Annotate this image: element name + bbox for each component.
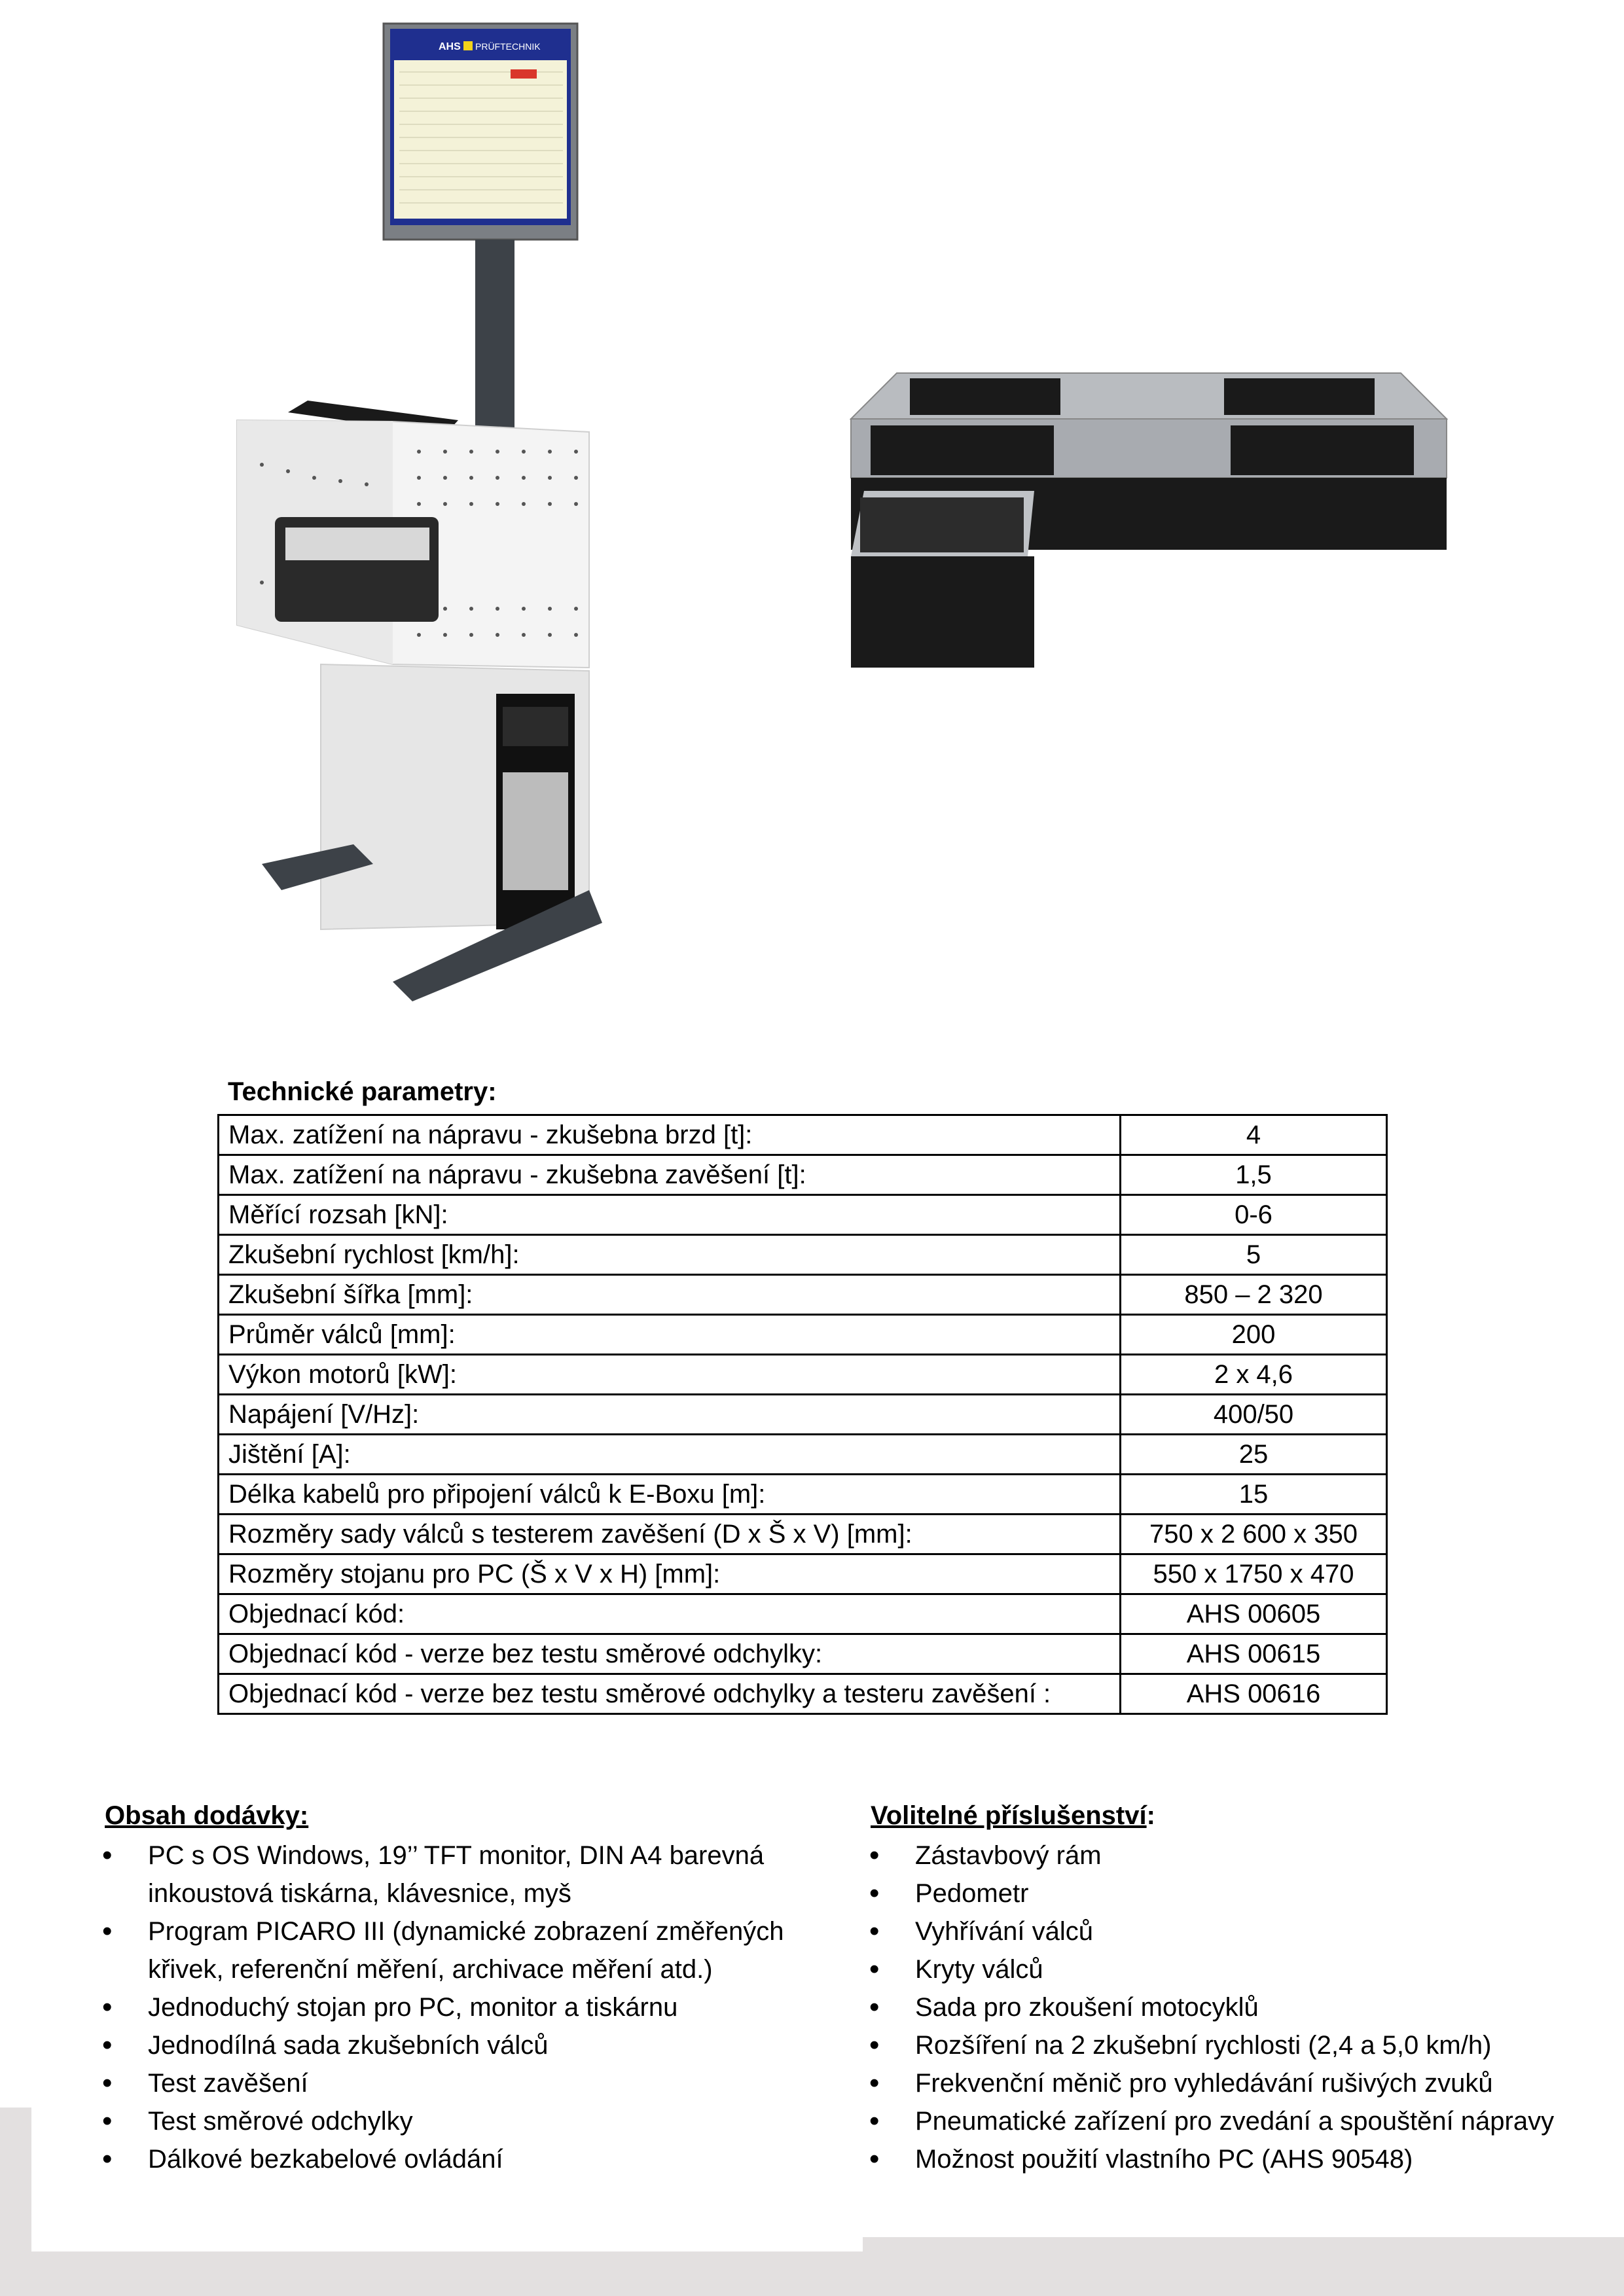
background-strip-bottom [0,2251,1624,2296]
list-item: • Kryty válců [869,1950,1615,1988]
list-item: • Zástavbový rám [869,1837,1615,1874]
param-value: 550 x 1750 x 470 [1121,1554,1387,1594]
list-item: • Pneumatické zařízení pro zvedání a spouštění nápravy [869,2102,1615,2140]
table-row [219,1674,1387,1714]
table-row [219,1515,1387,1554]
list-item: • Možnost použití vlastního PC (AHS 90548) [869,2140,1615,2178]
list-item: • Jednodílná sada zkušebních válců [102,2026,835,2064]
technical-parameters-title: Technické parametry: [228,1077,497,1106]
monitor-brand-suffix: PRÜFTECHNIK [475,41,541,52]
technical-parameters-table [217,1114,1388,1715]
param-value: AHS 00616 [1121,1674,1387,1714]
list-item: • Test zavěšení [102,2064,835,2102]
optional-accessories-title-colon: : [1146,1801,1155,1830]
optional-accessories-title [871,1801,1155,1831]
param-label: Zkušební rychlost [km/h]: [219,1235,1121,1275]
table-row [219,1554,1387,1594]
param-label: Max. zatížení na nápravu - zkušebna zavěšení [t]: [219,1155,1121,1195]
param-label: Měřící rozsah [kN]: [219,1195,1121,1235]
param-label: Průměr válců [mm]: [219,1315,1121,1355]
table-row [219,1435,1387,1475]
table-row [219,1315,1387,1355]
param-value: AHS 00615 [1121,1634,1387,1674]
pc-stand-image [223,20,615,1001]
list-item: • PC s OS Windows, 19’’ TFT monitor, DIN A4 barevná inkoustová tiskárna, klávesnice, myš [102,1837,835,1912]
param-label: Délka kabelů pro připojení válců k E-Boxu [m]: [219,1475,1121,1515]
param-value: 400/50 [1121,1395,1387,1435]
param-value: 0-6 [1121,1195,1387,1235]
param-label: Výkon motorů [kW]: [219,1355,1121,1395]
param-label: Objednací kód: [219,1594,1121,1634]
table-row [219,1195,1387,1235]
table-row [219,1594,1387,1634]
param-label: Rozměry sady válců s testerem zavěšení (D x Š x V) [mm]: [219,1515,1121,1554]
list-item: • Vyhřívání válců [869,1912,1615,1950]
delivery-contents-title: Obsah dodávky: [105,1801,309,1830]
delivery-contents-list [102,1837,835,2178]
optional-accessories-list [869,1837,1615,2178]
param-value: 15 [1121,1475,1387,1515]
param-value: 1,5 [1121,1155,1387,1195]
list-item: • Pedometr [869,1874,1615,1912]
param-label: Napájení [V/Hz]: [219,1395,1121,1435]
table-row [219,1395,1387,1435]
list-item: • Sada pro zkoušení motocyklů [869,1988,1615,2026]
param-label: Objednací kód - verze bez testu směrové odchylky: [219,1634,1121,1674]
table-row [219,1115,1387,1155]
param-value: AHS 00605 [1121,1594,1387,1634]
param-label: Jištění [A]: [219,1435,1121,1475]
table-row [219,1275,1387,1315]
param-value: 2 x 4,6 [1121,1355,1387,1395]
param-label: Rozměry stojanu pro PC (Š x V x H) [mm]: [219,1554,1121,1594]
monitor-brand: AHS [439,41,461,52]
param-label: Max. zatížení na nápravu - zkušebna brzd [t]: [219,1115,1121,1155]
list-item: • Frekvenční měnič pro vyhledávání rušivých zvuků [869,2064,1615,2102]
list-item: • Rozšíření na 2 zkušební rychlosti (2,4 a 5,0 km/h) [869,2026,1615,2064]
list-item: • Dálkové bezkabelové ovládání [102,2140,835,2178]
param-value: 4 [1121,1115,1387,1155]
param-value: 25 [1121,1435,1387,1475]
param-label: Zkušební šířka [mm]: [219,1275,1121,1315]
roller-set-image [838,367,1453,674]
list-item: • Test směrové odchylky [102,2102,835,2140]
optional-accessories-title-text: Volitelné příslušenství [871,1801,1147,1830]
param-value: 850 – 2 320 [1121,1275,1387,1315]
table-row [219,1355,1387,1395]
param-label: Objednací kód - verze bez testu směrové odchylky a testeru zavěšení : [219,1674,1121,1714]
table-row [219,1475,1387,1515]
param-value: 200 [1121,1315,1387,1355]
param-value: 5 [1121,1235,1387,1275]
list-item: • Jednoduchý stojan pro PC, monitor a tiskárnu [102,1988,835,2026]
table-row [219,1155,1387,1195]
param-value: 750 x 2 600 x 350 [1121,1515,1387,1554]
table-row [219,1634,1387,1674]
table-row [219,1235,1387,1275]
list-item: • Program PICARO III (dynamické zobrazení změřených křivek, referenční měření, archivace měření atd.) [102,1912,835,1988]
